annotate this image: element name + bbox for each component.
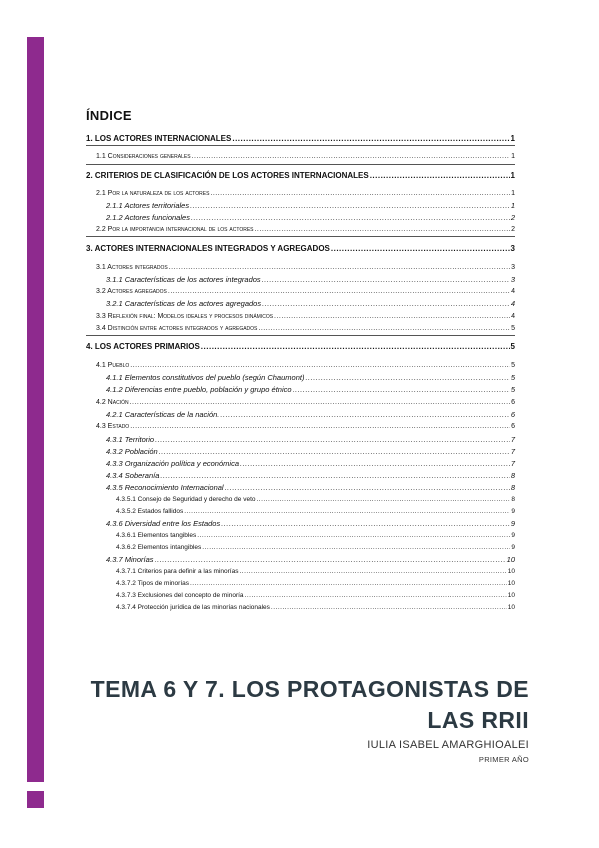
toc-entry[interactable]: [86, 554, 515, 565]
toc-entry-title: 4.3.1 Territorio: [106, 435, 155, 444]
course-label: PRIMER AÑO: [478, 755, 529, 764]
toc-dot-leader: [130, 421, 510, 432]
toc-entry-title: 4.1.2 Diferencias entre pueblo, población y grupo étnico: [106, 385, 292, 394]
toc-entry-page: 8: [510, 483, 515, 492]
document-title: [49, 674, 529, 736]
toc-entry[interactable]: [86, 286, 515, 297]
toc-entry[interactable]: [86, 518, 515, 529]
toc-entry[interactable]: [86, 133, 515, 144]
toc-dot-leader: [331, 243, 510, 254]
toc-entry-page: 8: [511, 496, 515, 503]
toc-entry-title: 4.3.2 Población: [106, 447, 158, 456]
toc-entry-title: 4.1.1 Elementos constitutivos del pueblo (según Chaumont): [106, 373, 305, 382]
toc-dot-leader: [271, 602, 507, 613]
toc-entry-title: 4.3.6 Diversidad entre los Estados: [106, 519, 221, 528]
toc-entry-page: 2: [510, 213, 515, 222]
toc-entry[interactable]: [86, 446, 515, 457]
toc-entry-title: 4. LOS ACTORES PRIMARIOS: [86, 342, 200, 351]
toc-entry-title: 4.3.5.2 Estados fallidos: [116, 508, 184, 515]
toc-entry-title: 1.1 Consideraciones generales: [96, 153, 191, 160]
toc-dot-leader: [184, 506, 510, 517]
toc-entry-page: 9: [511, 532, 515, 539]
toc-entry-page: 1: [510, 134, 515, 143]
toc-dot-leader: [210, 188, 510, 199]
toc-entry[interactable]: [86, 298, 515, 309]
toc-dot-leader: [168, 286, 510, 297]
toc-entry-title: 3. ACTORES INTERNACIONALES INTEGRADOS Y AGREGADOS: [86, 244, 330, 253]
toc-entry[interactable]: [86, 311, 515, 322]
toc-entry-page: 1: [511, 190, 515, 197]
toc-entry-page: 10: [507, 568, 515, 575]
toc-entry-title: 4.3.6.1 Elementos tangibles: [116, 532, 197, 539]
toc-entry-page: 10: [506, 555, 515, 564]
toc-entry[interactable]: [86, 188, 515, 199]
toc-entry-title: 3.2.1 Características de los actores agregados: [106, 299, 262, 308]
toc-entry[interactable]: [86, 470, 515, 481]
toc-dot-leader: [258, 323, 510, 334]
section-divider: [86, 164, 515, 165]
toc-dot-leader: [239, 566, 506, 577]
toc-entry-page: 10: [507, 604, 515, 611]
toc-entry-page: 5: [510, 373, 515, 382]
toc-entry-title: 4.3.4 Soberanía: [106, 471, 160, 480]
toc-entry-title: 2.1.1 Actores territoriales: [106, 201, 190, 210]
toc-entry-page: 5: [510, 342, 515, 351]
toc-entry[interactable]: [86, 262, 515, 273]
toc-dot-leader: [370, 170, 510, 181]
toc-entry-title: 2. CRITERIOS DE CLASIFICACIÓN DE LOS ACTORES INTERNACIONALES: [86, 171, 369, 180]
toc-entry[interactable]: [86, 341, 515, 352]
side-accent-square: [27, 791, 44, 808]
toc-entry[interactable]: [86, 212, 515, 223]
toc-dot-leader: [257, 494, 511, 505]
toc-dot-leader: [293, 384, 510, 395]
toc-dot-leader: [192, 151, 511, 162]
toc-entry[interactable]: [86, 360, 515, 371]
toc-entry-title: 2.1 Por la naturaleza de los actores: [96, 190, 210, 197]
toc-entry[interactable]: [86, 590, 515, 601]
toc-entry[interactable]: [86, 542, 515, 553]
author-name: IULIA ISABEL AMARGHIOALEI: [367, 739, 529, 751]
toc-dot-leader: [240, 458, 510, 469]
toc-entry[interactable]: [86, 170, 515, 181]
toc-entry[interactable]: [86, 530, 515, 541]
toc-entry-page: 5: [511, 362, 515, 369]
toc-entry-title: 4.3.3 Organización política y económica: [106, 459, 239, 468]
toc-entry-page: 8: [510, 471, 515, 480]
toc-dot-leader: [130, 360, 510, 371]
toc-dot-leader: [190, 578, 507, 589]
toc-dot-leader: [232, 133, 509, 144]
toc-entry-title: 4.3.7.3 Exclusiones del concepto de minoría: [116, 592, 244, 599]
toc-entry[interactable]: [86, 602, 515, 613]
toc-entry-page: 1: [511, 153, 515, 160]
section-divider: [86, 236, 515, 237]
toc-dot-leader: [245, 590, 507, 601]
toc-dot-leader: [159, 446, 510, 457]
toc-entry[interactable]: [86, 274, 515, 285]
toc-entry-page: 7: [510, 435, 515, 444]
toc-entry-title: 2.2 Por la importancia internacional de los actores: [96, 226, 254, 233]
toc-entry-page: 9: [510, 519, 515, 528]
toc-entry-page: 6: [511, 399, 515, 406]
toc-entry-page: 10: [507, 580, 515, 587]
toc-entry-page: 2: [511, 226, 515, 233]
toc-dot-leader: [254, 224, 510, 235]
toc-entry-page: 3: [510, 275, 515, 284]
toc-entry[interactable]: [86, 494, 515, 505]
toc-dot-leader: [191, 212, 510, 223]
toc-entry-title: 4.3.6.2 Elementos intangibles: [116, 544, 202, 551]
toc-dot-leader: [202, 542, 510, 553]
toc-dot-leader: [305, 372, 509, 383]
toc-entry-title: 4.1 Pueblo: [96, 362, 130, 369]
toc-entry[interactable]: [86, 409, 515, 420]
document-title-line-1: TEMA 6 Y 7. LOS PROTAGONISTAS DE: [90, 676, 529, 702]
toc-entry[interactable]: [86, 458, 515, 469]
toc-dot-leader: [225, 482, 510, 493]
toc-entry-title: 3.1 Actores integrados: [96, 264, 168, 271]
toc-entry-title: 2.1.2 Actores funcionales: [106, 213, 190, 222]
toc-entry[interactable]: [86, 421, 515, 432]
toc-dot-leader: [160, 470, 509, 481]
toc-entry-title: 4.3.7.2 Tipos de minorías: [116, 580, 189, 587]
toc-entry-page: 10: [507, 592, 515, 599]
toc-dot-leader: [262, 274, 510, 285]
toc-entry-title: 4.3.7 Minorías: [106, 555, 154, 564]
toc-entry[interactable]: [86, 578, 515, 589]
toc-dot-leader: [274, 311, 510, 322]
toc-entry-title: 4.3.7.1 Criterios para definir a las minorías: [116, 568, 239, 575]
toc-entry-page: 7: [510, 447, 515, 456]
toc-entry-page: 5: [511, 325, 515, 332]
document-title-line-2: LAS RRII: [427, 707, 529, 733]
side-accent-bar: [27, 37, 44, 782]
toc-entry-page: 1: [510, 171, 515, 180]
toc-entry-page: 9: [511, 508, 515, 515]
section-divider: [86, 335, 515, 336]
toc-dot-leader: [130, 397, 511, 408]
toc-entry-title: 4.3 Estado: [96, 423, 130, 430]
toc-entry[interactable]: [86, 372, 515, 383]
toc-entry-title: 4.3.5 Reconocimiento Internacional: [106, 483, 224, 492]
toc-dot-leader: [262, 298, 510, 309]
toc-entry-page: 6: [510, 410, 515, 419]
toc-entry-page: 7: [510, 459, 515, 468]
toc-entry-title: 1. LOS ACTORES INTERNACIONALES: [86, 134, 232, 143]
toc-entry-title: 3.4 Distinción entre actores integrados y agregados: [96, 325, 258, 332]
toc-entry-title: 3.1.1 Características de los actores integrados: [106, 275, 261, 284]
toc-entry-title: 3.3 Reflexión final: Modelos ideales y procesos dinámicos: [96, 313, 274, 320]
toc-entry[interactable]: [86, 482, 515, 493]
toc-dot-leader: [190, 200, 510, 211]
section-divider: [86, 145, 515, 146]
toc-dot-leader: [155, 434, 510, 445]
toc-entry[interactable]: [86, 384, 515, 395]
toc-entry-title: 4.3.5.1 Consejo de Seguridad y derecho de veto: [116, 496, 256, 503]
toc-entry[interactable]: [86, 434, 515, 445]
toc-entry-title: 4.2.1 Características de la nación.: [106, 410, 220, 419]
toc-entry-page: 4: [510, 299, 515, 308]
toc-entry-page: 3: [510, 244, 515, 253]
toc-entry-page: 6: [511, 423, 515, 430]
toc-entry-title: 3.2 Actores agregados: [96, 288, 167, 295]
toc-entry-page: 9: [511, 544, 515, 551]
toc-entry[interactable]: [86, 566, 515, 577]
toc-entry-page: 4: [511, 288, 515, 295]
toc-entry[interactable]: [86, 323, 515, 334]
toc-dot-leader: [220, 409, 509, 420]
toc-entry-title: 4.3.7.4 Protección jurídica de las minorías nacionales: [116, 604, 270, 611]
toc-entry[interactable]: [86, 243, 515, 254]
toc-entry[interactable]: [86, 397, 515, 408]
index-heading: ÍNDICE: [86, 108, 132, 123]
toc-dot-leader: [197, 530, 510, 541]
toc-dot-leader: [221, 518, 510, 529]
toc-entry-title: 4.2 Nación: [96, 399, 129, 406]
toc-entry-page: 5: [510, 385, 515, 394]
toc-dot-leader: [169, 262, 510, 273]
toc-entry-page: 4: [511, 313, 515, 320]
toc-dot-leader: [155, 554, 506, 565]
toc-entry[interactable]: [86, 506, 515, 517]
toc-dot-leader: [201, 341, 510, 352]
toc-entry-page: 1: [510, 201, 515, 210]
toc-entry-page: 3: [511, 264, 515, 271]
toc-entry[interactable]: [86, 200, 515, 211]
toc-entry[interactable]: [86, 224, 515, 235]
toc-entry[interactable]: [86, 151, 515, 162]
